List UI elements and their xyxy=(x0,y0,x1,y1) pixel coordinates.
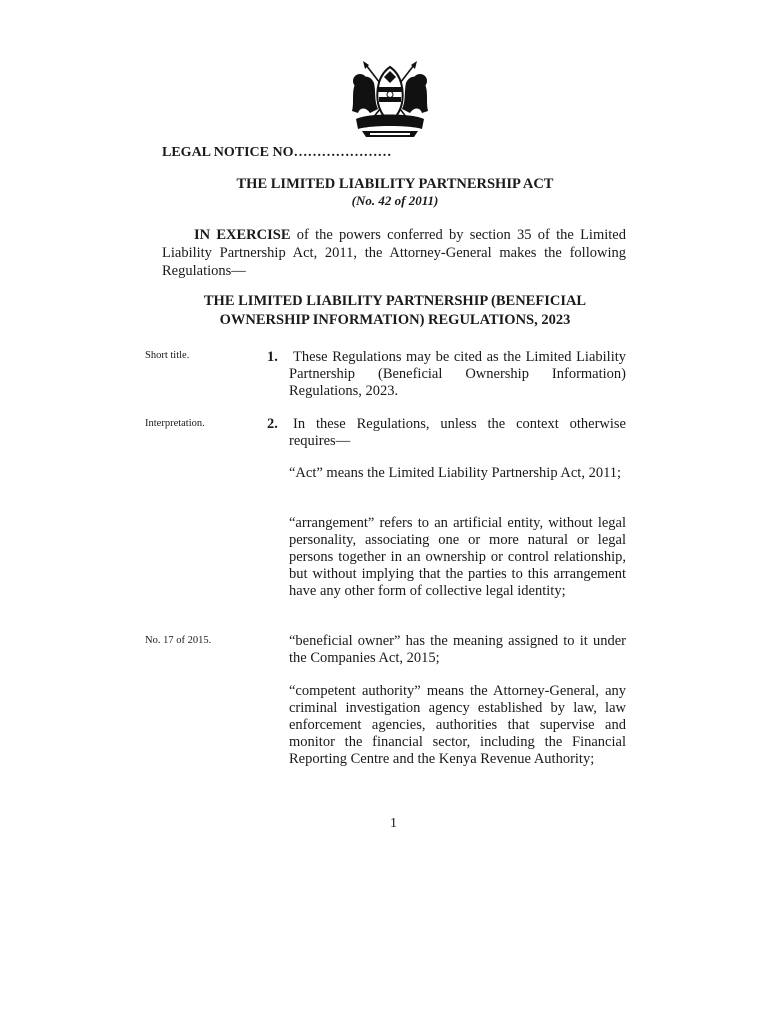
page-number: 1 xyxy=(390,816,397,831)
margin-note-short-title: Short title. xyxy=(145,350,190,361)
definition-act: “Act” means the Limited Liability Partnership Act, 2011; xyxy=(289,465,622,481)
definition-competent-authority: “competent authority” means the Attorney-General, any criminal investigation agency established by law, law enforcement agencies, authorities that supervise and monitor the financial sector, including the Financial Reporting Centre and the Kenya Revenue Authority; xyxy=(289,683,626,767)
preamble xyxy=(162,226,626,280)
act-number: (No. 42 of 2011) xyxy=(351,193,439,208)
coat-of-arms-icon xyxy=(348,57,432,141)
regulations-title-line2: OWNERSHIP INFORMATION) REGULATIONS, 2023 xyxy=(219,312,571,328)
section-number-2: 2. xyxy=(267,416,278,432)
legal-notice-number: LEGAL NOTICE NO………………… xyxy=(162,145,392,160)
section-1-text: These Regulations may be cited as the Limited Liability Partnership (Beneficial Ownership Information) Regulations, 2023. xyxy=(289,349,626,399)
regulations-title xyxy=(172,292,618,330)
regulations-title-line1: THE LIMITED LIABILITY PARTNERSHIP (BENEFICIAL xyxy=(203,293,587,309)
section-number-1: 1. xyxy=(267,349,278,365)
preamble-lead: IN EXERCISE xyxy=(194,227,291,243)
margin-note-interpretation: Interpretation. xyxy=(145,418,205,429)
preamble-text: of the powers conferred by section 35 of the Limited Liability Partnership Act, 2011, the Attorney-General makes the following Regulations— xyxy=(162,227,626,279)
act-title: THE LIMITED LIABILITY PARTNERSHIP ACT xyxy=(236,176,554,192)
margin-note-companies-act: No. 17 of 2015. xyxy=(145,635,212,646)
definition-arrangement: “arrangement” refers to an artificial entity, without legal personality, associating one or more natural or legal persons together in an ownership or control relationship, but without implying that the parties to this arrangement have any other form of collective legal identity; xyxy=(289,515,626,599)
section-2-text: In these Regulations, unless the context otherwise requires— xyxy=(289,416,626,449)
definition-beneficial-owner: “beneficial owner” has the meaning assigned to it under the Companies Act, 2015; xyxy=(289,633,626,666)
